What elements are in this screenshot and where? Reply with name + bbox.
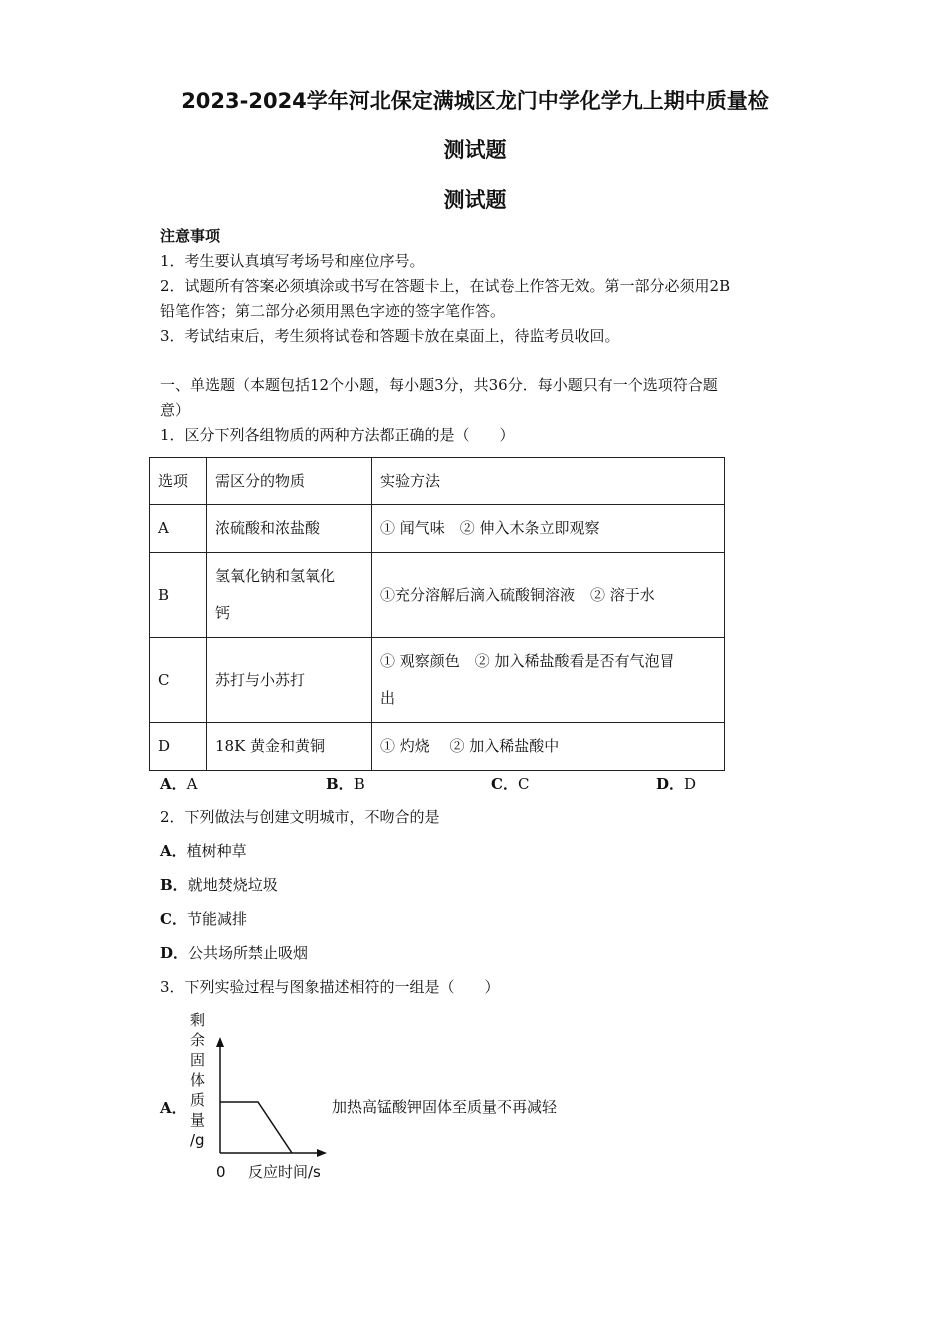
q2-choice-d xyxy=(160,943,308,963)
choice-label: C． xyxy=(160,910,187,928)
table-row xyxy=(150,723,725,771)
y-axis-char: 体 xyxy=(190,1071,206,1089)
table-cell-subject-line-1: 氢氧化钠和氢氧化 xyxy=(215,567,336,585)
q2-choice-c xyxy=(160,909,247,929)
table-cell-method-line-1: ① 观察颜色 ② 加入稀盐酸看是否有气泡冒 xyxy=(380,652,675,670)
table-cell-subject xyxy=(207,553,372,638)
q3-stem: 3．下列实验过程与图象描述相符的一组是（ ） xyxy=(160,978,500,996)
choice-text: 节能减排 xyxy=(186,910,247,928)
q1-choice-c xyxy=(491,774,529,794)
y-axis-char: 量 xyxy=(190,1111,206,1129)
origin-label: 0 xyxy=(216,1163,226,1181)
table-header-cell: 实验方法 xyxy=(372,458,725,505)
table-header-cell: 需区分的物质 xyxy=(207,458,372,505)
choice-text: 就地焚烧垃圾 xyxy=(187,876,278,894)
table-cell-method xyxy=(372,638,725,723)
choice-label: B． xyxy=(160,876,188,894)
table-cell-option: B xyxy=(150,553,207,638)
q1-stem: 1．区分下列各组物质的两种方法都正确的是（ ） xyxy=(160,426,515,444)
q3-option-a-graph xyxy=(180,1005,340,1190)
notice-item-2a: 2．试题所有答案必须填涂或书写在答题卡上，在试卷上作答无效。第一部分必须用2B xyxy=(160,277,731,295)
choice-label: B． xyxy=(326,775,354,793)
y-axis-char: /g xyxy=(190,1131,205,1149)
choice-text: 植树种草 xyxy=(186,842,247,860)
table-cell-subject-line-2: 钙 xyxy=(215,604,231,622)
choice-text: C xyxy=(517,775,530,793)
mass-curve xyxy=(220,1102,292,1153)
choice-label: D． xyxy=(160,944,189,962)
table-header-row xyxy=(150,458,725,505)
table-cell-subject: 苏打与小苏打 xyxy=(207,638,372,723)
choice-label: A． xyxy=(160,775,187,793)
x-axis-label: 反应时间/s xyxy=(248,1163,321,1181)
page-title-line-2: 测试题 xyxy=(443,138,507,162)
notice-heading: 注意事项 xyxy=(160,227,221,245)
table-cell-subject: 18K 黄金和黄铜 xyxy=(207,723,372,771)
choice-text: D xyxy=(684,775,697,793)
table-cell-option: A xyxy=(150,505,207,553)
section-heading-line-2: 意） xyxy=(160,401,191,419)
q3-option-a-label: A． xyxy=(160,1099,187,1117)
q2-stem: 2．下列做法与创建文明城市，不吻合的是 xyxy=(160,808,440,826)
choice-label: A． xyxy=(160,842,187,860)
table-header-cell: 选项 xyxy=(150,458,207,505)
table-row xyxy=(150,505,725,553)
choice-text: A xyxy=(186,775,198,793)
y-axis-char: 剩 xyxy=(190,1011,206,1029)
y-axis-char: 余 xyxy=(190,1031,206,1049)
choice-label: C． xyxy=(491,775,518,793)
notice-item-1: 1．考生要认真填写考场号和座位序号。 xyxy=(160,252,425,270)
choice-label: D． xyxy=(656,775,685,793)
q1-choice-b xyxy=(326,774,365,794)
y-axis-char: 固 xyxy=(190,1051,206,1069)
notice-item-3: 3．考试结束后，考生须将试卷和答题卡放在桌面上，待监考员收回。 xyxy=(160,327,620,345)
choice-text: 公共场所禁止吸烟 xyxy=(188,944,309,962)
q2-choice-a xyxy=(160,841,247,861)
table-cell-subject: 浓硫酸和浓盐酸 xyxy=(207,505,372,553)
table-cell-method: ① 灼烧 ② 加入稀盐酸中 xyxy=(372,723,725,771)
q1-choice-a xyxy=(160,774,197,794)
page-subtitle: 测试题 xyxy=(443,188,507,212)
table-row xyxy=(150,553,725,638)
q1-table xyxy=(149,457,725,771)
page-title-line-1: 2023-2024学年河北保定满城区龙门中学化学九上期中质量检 xyxy=(181,89,769,113)
q2-choice-b xyxy=(160,875,278,895)
table-cell-option: C xyxy=(150,638,207,723)
table-cell-method-line-2: 出 xyxy=(380,689,396,707)
x-axis-arrow xyxy=(317,1149,327,1157)
q1-choice-d xyxy=(656,774,696,794)
table-cell-method: ① 闻气味 ② 伸入木条立即观察 xyxy=(372,505,725,553)
notice-item-2b: 铅笔作答；第二部分必须用黑色字迹的签字笔作答。 xyxy=(160,302,506,320)
y-axis-arrow xyxy=(216,1037,224,1047)
q3-option-a-caption: 加热高锰酸钾固体至质量不再减轻 xyxy=(332,1098,558,1116)
table-cell-option: D xyxy=(150,723,207,771)
section-heading-line-1: 一、单选题（本题包括12个小题，每小题3分，共36分．每小题只有一个选项符合题 xyxy=(160,376,718,394)
y-axis-char: 质 xyxy=(190,1091,206,1109)
choice-text: B xyxy=(353,775,365,793)
table-cell-method: ①充分溶解后滴入硫酸铜溶液 ② 溶于水 xyxy=(372,553,725,638)
table-row xyxy=(150,638,725,723)
